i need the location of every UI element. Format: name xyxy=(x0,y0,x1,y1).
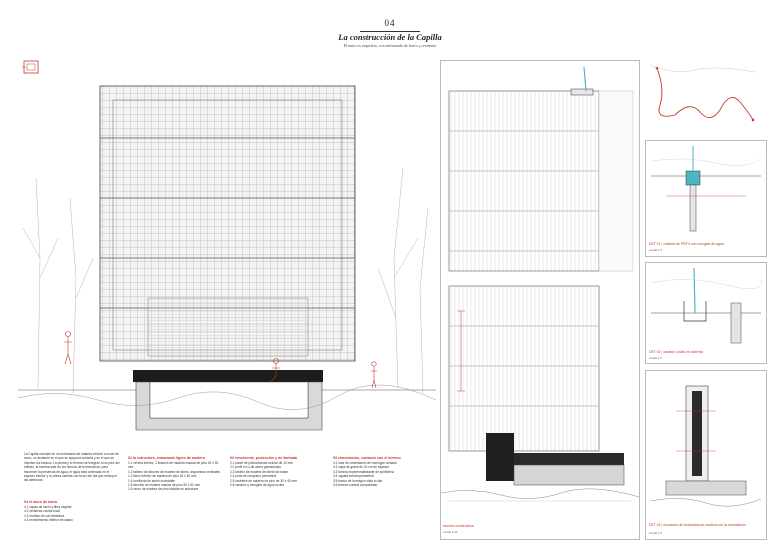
detail1-scale: escala 1:5 xyxy=(649,248,662,252)
list-item: 3.4 zapata corrida perimetral xyxy=(333,474,374,479)
detail-gutter-panel xyxy=(645,262,767,364)
list-item: 4.3 mortero de cal hidráulica xyxy=(24,513,65,518)
list-item: 2.5 rastreles de madera de pino de 30 x 40 mm xyxy=(230,478,297,483)
list-item: 1.2 tablero de listones de madera de abeto, dispuestos verticales xyxy=(128,469,220,474)
detail-roof-panel xyxy=(645,140,767,257)
list-item: 2.4 junta de neopreno perimetral xyxy=(230,474,277,479)
site-route-sketch xyxy=(645,60,760,135)
detail3-caption: DET 03 | encuentro de la fachada de madera con la cimentación xyxy=(649,523,746,527)
intro-paragraph: La Capilla consiste en un entramado de madera vertical a modo de muro, un andamio en el que se apoya la cubierta y en el que se insertan los bancos. La piedra y el terreno se integran a los pies del edificio, la sombra sale de los huecos de la estructura, para favorecer la presencia de agua, el agua está ordenada en el espacio interior y su altura cambia con la luz del día que entra por las aberturas. xyxy=(24,452,120,483)
constructive-section xyxy=(440,60,640,540)
list-item: 2.6 canalón y recogida de agua oculta xyxy=(230,483,284,488)
list-item: 2.1 panel de policarbonato celular de 10 mm xyxy=(230,461,293,465)
list-item: 3.2 capa de grava de 20 cm de espesor xyxy=(333,465,390,470)
section-scale: escala 1:20 xyxy=(443,530,458,534)
detail-base-panel xyxy=(645,370,767,540)
detail-base-drawing xyxy=(646,371,766,521)
detail-gutter-drawing xyxy=(646,263,766,348)
section-frame xyxy=(128,456,224,492)
section-foundation xyxy=(333,456,433,487)
list-item: 3.6 terreno natural compactado xyxy=(333,483,378,488)
section-heading: 01 la estructura, entramado ligero de madera xyxy=(128,456,205,460)
list-item: 3.5 banco de hormigón visto in situ xyxy=(333,478,383,483)
list-item: 1.5 sección de madera maciza de pino 52 x 52 mm xyxy=(128,483,201,488)
detail-roof-drawing xyxy=(646,141,766,241)
section-envelope xyxy=(230,456,326,487)
sheet-title: La construcción de la Capilla xyxy=(338,32,442,42)
detail1-caption: DET 01 | cubierta de PRFV con recogida de agua xyxy=(649,242,724,246)
sheet-subtitle: El muro es esqueleto, con entramado de barro y cerámica xyxy=(343,43,437,48)
detail2-caption: DET 02 | canalón oculto en cubierta xyxy=(649,350,703,354)
list-item: 1.1 cercha inferior, 2 listones de madera maciza de pino 52 x 52 mm xyxy=(128,461,219,470)
route-drawing xyxy=(645,60,760,135)
list-item: 2.2 perfil en U de acero galvanizado xyxy=(230,465,282,470)
list-item: 4.2 cerámica cocida local xyxy=(24,509,60,514)
list-item: 4.4 revestimiento interior encalado xyxy=(24,518,73,523)
list-item: 2.3 tablero de madera de abeto sin tratar xyxy=(230,469,288,474)
section-heading: 03 cimentación, contacto con el terreno xyxy=(333,456,401,460)
chapel-elevation xyxy=(18,58,436,446)
list-item: 1.6 cerco de madera de pino tratada en autoclave xyxy=(128,487,199,492)
section-drawing xyxy=(441,61,639,539)
list-item: 1.4 tornillería de acero inoxidable xyxy=(128,478,175,483)
list-item: 3.3 lámina impermeabilizante de polietileno xyxy=(333,469,395,474)
sheet-number: 04 xyxy=(384,18,396,28)
section-heading: 02 envolvente, protección y de fachada xyxy=(230,456,297,460)
list-item: 3.1 losa de cimentación de hormigón armado xyxy=(333,461,397,465)
section-heading: 04 el muro de barro xyxy=(24,500,58,504)
chapel-elevation-drawing xyxy=(18,58,436,446)
section-caption: sección constructiva xyxy=(443,524,474,528)
detail3-scale: escala 1:5 xyxy=(649,531,662,535)
section-structure xyxy=(24,500,120,523)
list-item: 4.1 capas de barro y fibra vegetal xyxy=(24,505,72,509)
list-item: 1.3 listón inferior de madera de pino 52 x 52 mm xyxy=(128,474,197,479)
detail2-scale: escala 1:5 xyxy=(649,356,662,360)
